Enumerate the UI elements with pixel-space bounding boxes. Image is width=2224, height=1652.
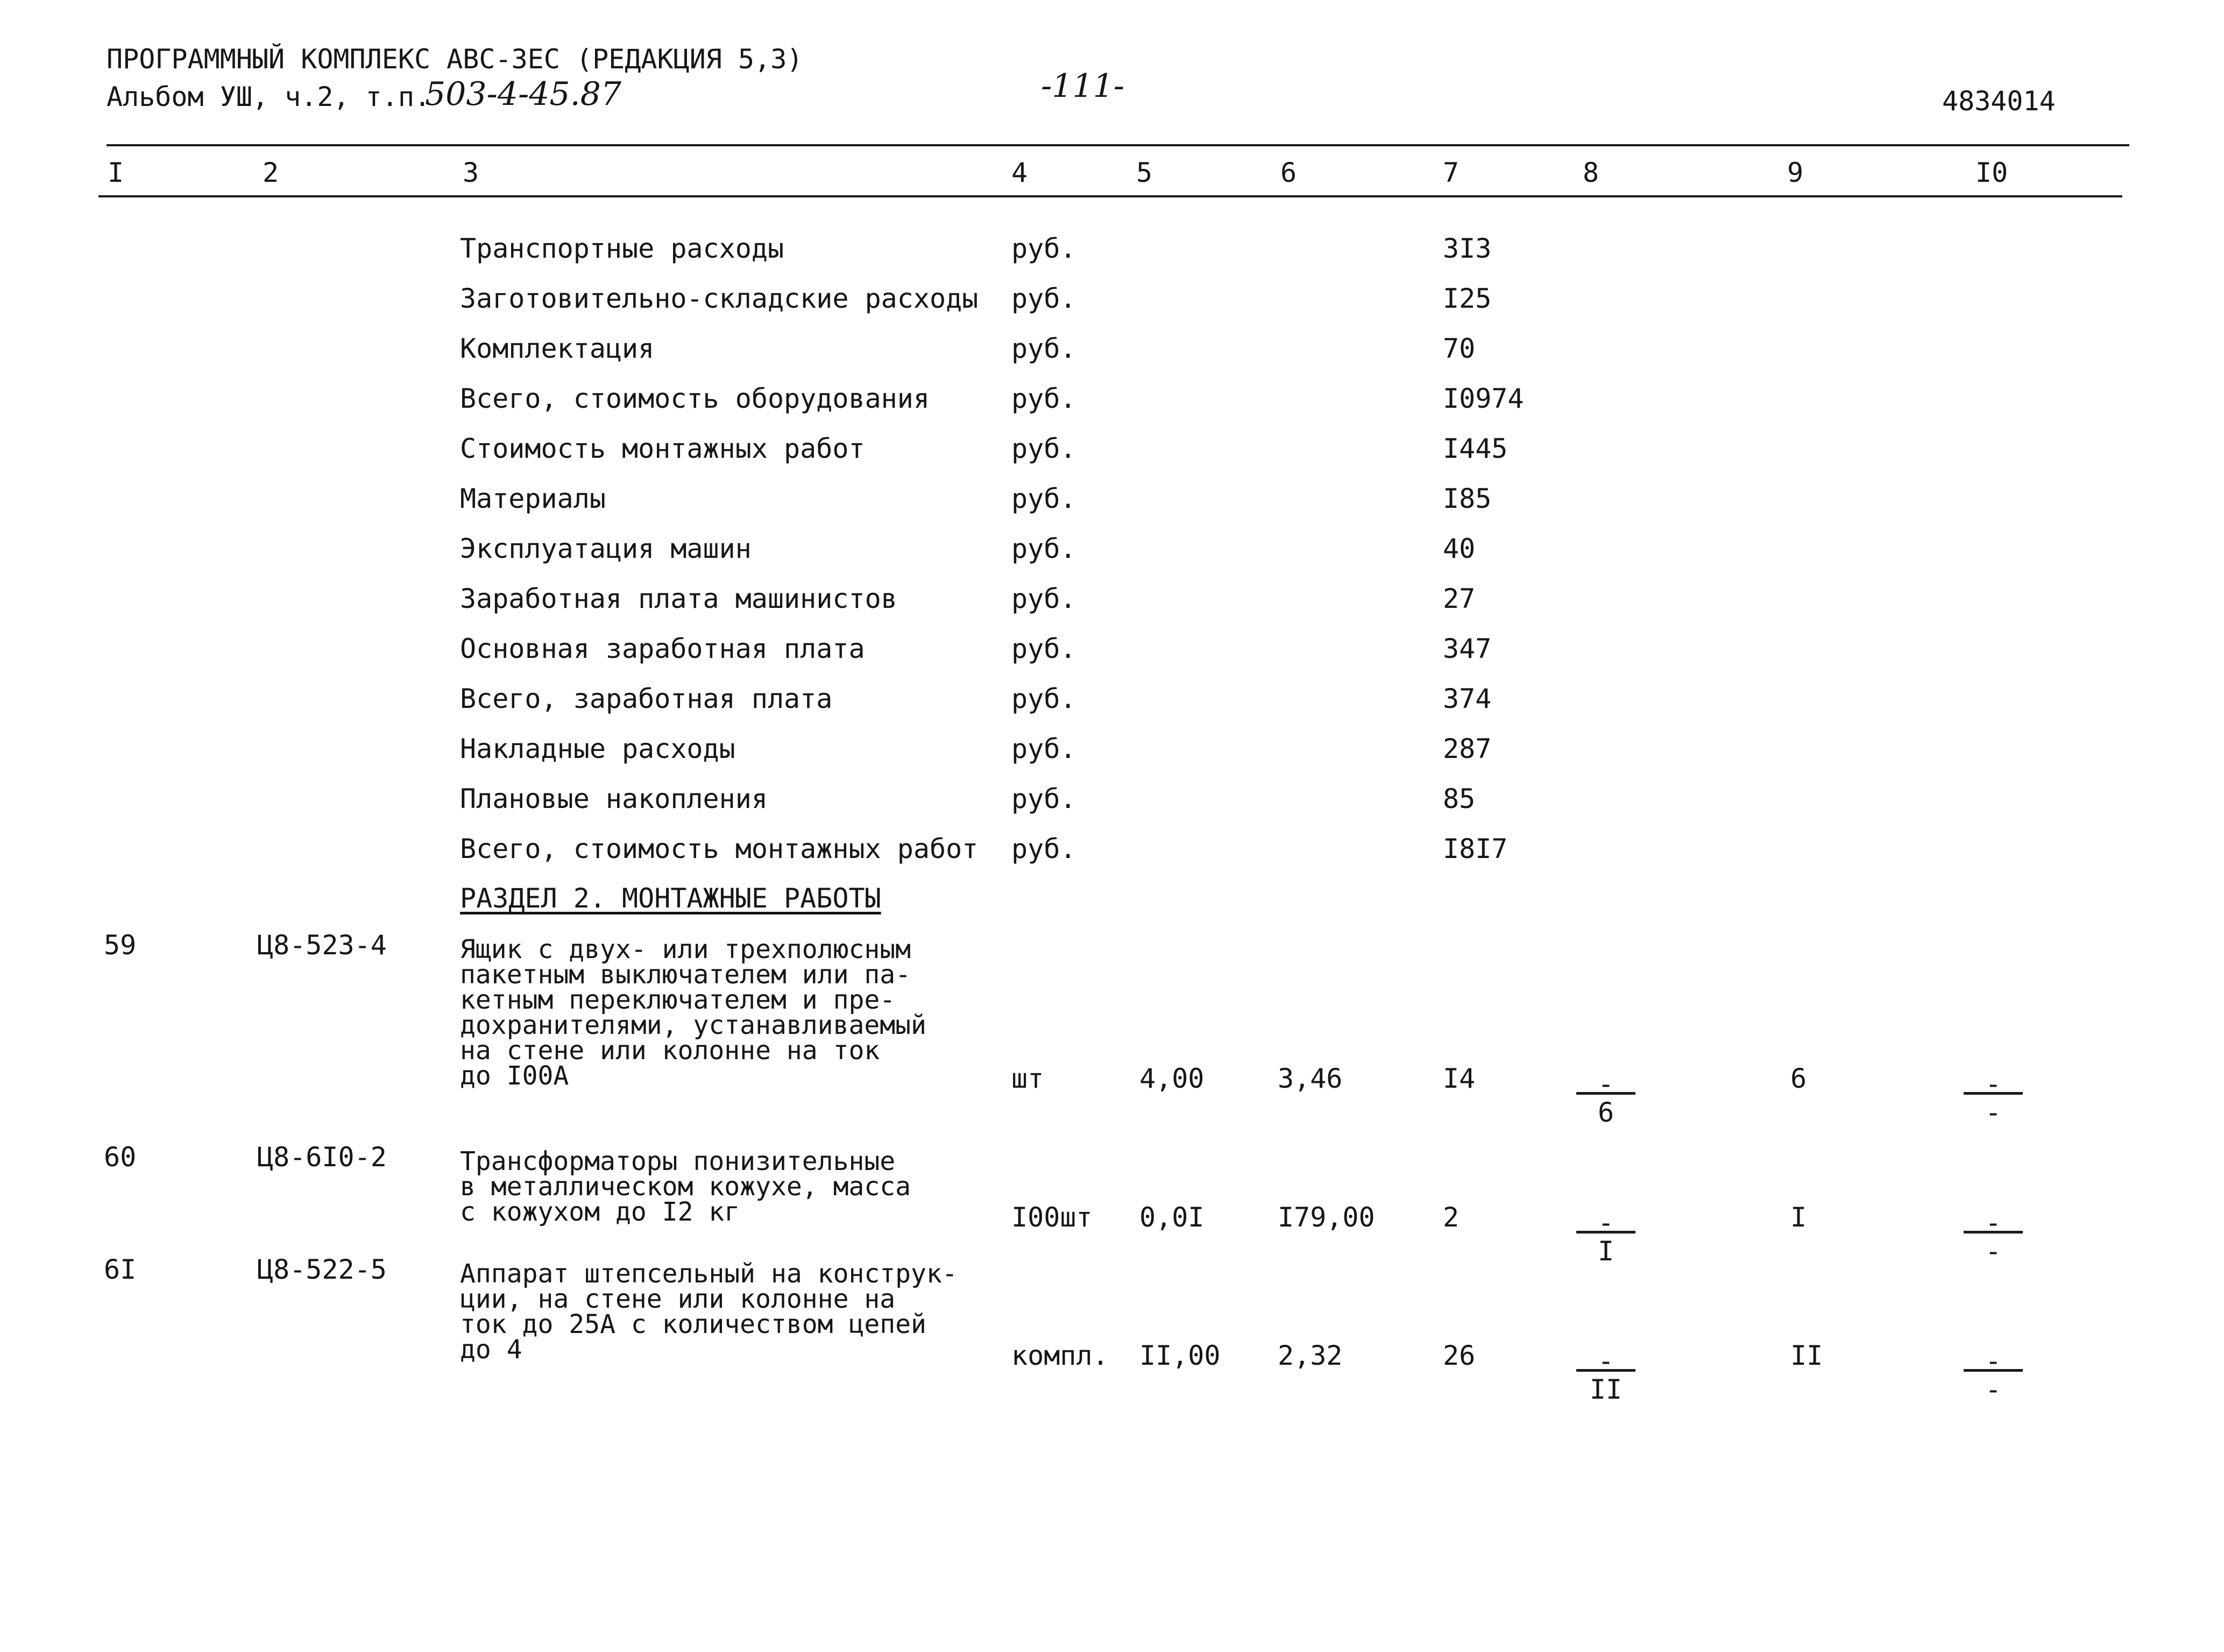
item-col7: 26 [1443, 1340, 1476, 1371]
item-col10-fraction [1964, 1070, 2023, 1126]
cost-unit: руб. [1011, 233, 1076, 264]
cost-unit: руб. [1011, 633, 1076, 664]
item-unit: шт [1011, 1063, 1044, 1094]
cost-label: Накладные расходы [460, 733, 735, 764]
fraction-denominator: I [1597, 1236, 1614, 1267]
cost-unit: руб. [1011, 683, 1076, 714]
cost-label: Заготовительно-складские расходы [460, 283, 979, 314]
column-header: I [108, 157, 124, 188]
cost-label: Транспортные расходы [460, 233, 784, 264]
fraction-numerator: - [1964, 1070, 2023, 1095]
item-col5: II,00 [1139, 1340, 1221, 1371]
item-col7: 2 [1443, 1202, 1460, 1233]
cost-value: 3I3 [1443, 233, 1492, 264]
column-header: 3 [463, 157, 479, 188]
cost-unit: руб. [1011, 833, 1076, 864]
fraction-denominator: - [1985, 1097, 2002, 1128]
fraction-numerator: - [1964, 1209, 2023, 1233]
item-code: Ц8-6I0-2 [257, 1141, 387, 1173]
item-col8-fraction [1576, 1345, 1635, 1405]
item-col6: 3,46 [1278, 1063, 1343, 1094]
item-col6: 2,32 [1278, 1340, 1343, 1371]
cost-label: Заработная плата машинистов [460, 583, 897, 614]
cost-label: Стоимость монтажных работ [460, 433, 865, 464]
cost-label: Плановые накопления [460, 783, 768, 814]
cost-value: 40 [1443, 533, 1476, 564]
cost-label: Всего, заработная плата [460, 683, 833, 714]
column-header: 4 [1011, 157, 1028, 188]
album-reference: Альбом УШ, ч.2, т.п. [107, 81, 431, 112]
item-col9: 6 [1790, 1063, 1807, 1094]
fraction-denominator: - [1985, 1374, 2002, 1405]
fraction-numerator: - [1964, 1348, 2023, 1372]
cost-unit: руб. [1011, 483, 1076, 514]
cost-label: Комплектация [460, 333, 655, 364]
column-header: 5 [1136, 157, 1153, 188]
cost-label: Материалы [460, 483, 606, 514]
item-col10-fraction [1964, 1209, 2023, 1265]
cost-unit: руб. [1011, 533, 1076, 564]
item-col9: II [1790, 1340, 1823, 1371]
cost-value: I445 [1443, 433, 1508, 464]
cost-unit: руб. [1011, 583, 1076, 614]
item-description: Трансформаторы понизительные в металлическом кожухе, масса с кожухом до I2 кг [460, 1146, 911, 1227]
cost-value: 70 [1443, 333, 1476, 364]
item-number: 60 [104, 1141, 137, 1173]
table-header-rule [98, 195, 2122, 197]
project-number: 503-4-45.87 [425, 75, 622, 113]
program-title: ПРОГРАММНЫЙ КОМПЛЕКС АВС-ЗЕС (РЕДАКЦИЯ 5,3) [107, 44, 803, 75]
cost-unit: руб. [1011, 383, 1076, 414]
item-col8-fraction [1576, 1209, 1635, 1265]
fraction-numerator: - [1576, 1348, 1635, 1372]
item-number: 6I [104, 1254, 137, 1285]
cost-label: Эксплуатация машин [460, 533, 752, 564]
cost-value: I25 [1443, 283, 1492, 314]
item-col6: I79,00 [1278, 1202, 1375, 1233]
item-col10-fraction [1964, 1345, 2023, 1405]
column-header: 9 [1787, 157, 1804, 188]
fraction-numerator: - [1576, 1070, 1635, 1095]
column-header: 2 [263, 157, 279, 188]
page-number: -111- [1041, 67, 1125, 105]
item-code: Ц8-523-4 [257, 930, 387, 961]
fraction-denominator: 6 [1597, 1097, 1614, 1128]
cost-unit: руб. [1011, 333, 1076, 364]
cost-label: Всего, стоимость монтажных работ [460, 833, 979, 864]
cost-unit: руб. [1011, 733, 1076, 764]
cost-value: 374 [1443, 683, 1492, 714]
fraction-denominator: II [1589, 1374, 1623, 1405]
item-code: Ц8-522-5 [257, 1254, 387, 1285]
cost-value: I8I7 [1443, 833, 1508, 864]
cost-value: I0974 [1443, 383, 1524, 414]
column-header: 8 [1583, 157, 1599, 188]
fraction-denominator: - [1985, 1236, 2002, 1267]
item-col7: I4 [1443, 1063, 1476, 1094]
cost-value: 27 [1443, 583, 1476, 614]
item-unit: I00шт [1011, 1202, 1093, 1233]
item-number: 59 [104, 930, 137, 961]
section-heading: РАЗДЕЛ 2. МОНТАЖНЫЕ РАБОТЫ [460, 883, 881, 914]
column-header: 7 [1443, 157, 1460, 188]
cost-unit: руб. [1011, 433, 1076, 464]
column-header: 6 [1280, 157, 1297, 188]
cost-unit: руб. [1011, 283, 1076, 314]
item-col5: 0,0I [1139, 1202, 1205, 1233]
cost-label: Основная заработная плата [460, 633, 865, 664]
column-header: I0 [1975, 157, 2008, 188]
cost-value: 85 [1443, 783, 1476, 814]
item-col5: 4,00 [1139, 1063, 1205, 1094]
item-col9: I [1790, 1202, 1807, 1233]
cost-unit: руб. [1011, 783, 1076, 814]
item-description: Аппарат штепсельный на конструк- ции, на стене или колонне на ток до 25А с количеством цепей до 4 [460, 1259, 958, 1365]
item-col8-fraction [1576, 1070, 1635, 1126]
cost-label: Всего, стоимость оборудования [460, 383, 930, 414]
item-description: Ящик с двух- или трехполюсным пакетным выключателем или па- кетным переключателем и пре- дохранителями, устанавливаемый на стене или колонне на ток до I00А [460, 934, 926, 1091]
fraction-numerator: - [1576, 1209, 1635, 1233]
item-unit: компл. [1011, 1340, 1109, 1371]
table-top-rule [107, 144, 2129, 146]
cost-value: I85 [1443, 483, 1492, 514]
document-number: 4834014 [1942, 86, 2056, 117]
cost-value: 347 [1443, 633, 1492, 664]
cost-value: 287 [1443, 733, 1492, 764]
